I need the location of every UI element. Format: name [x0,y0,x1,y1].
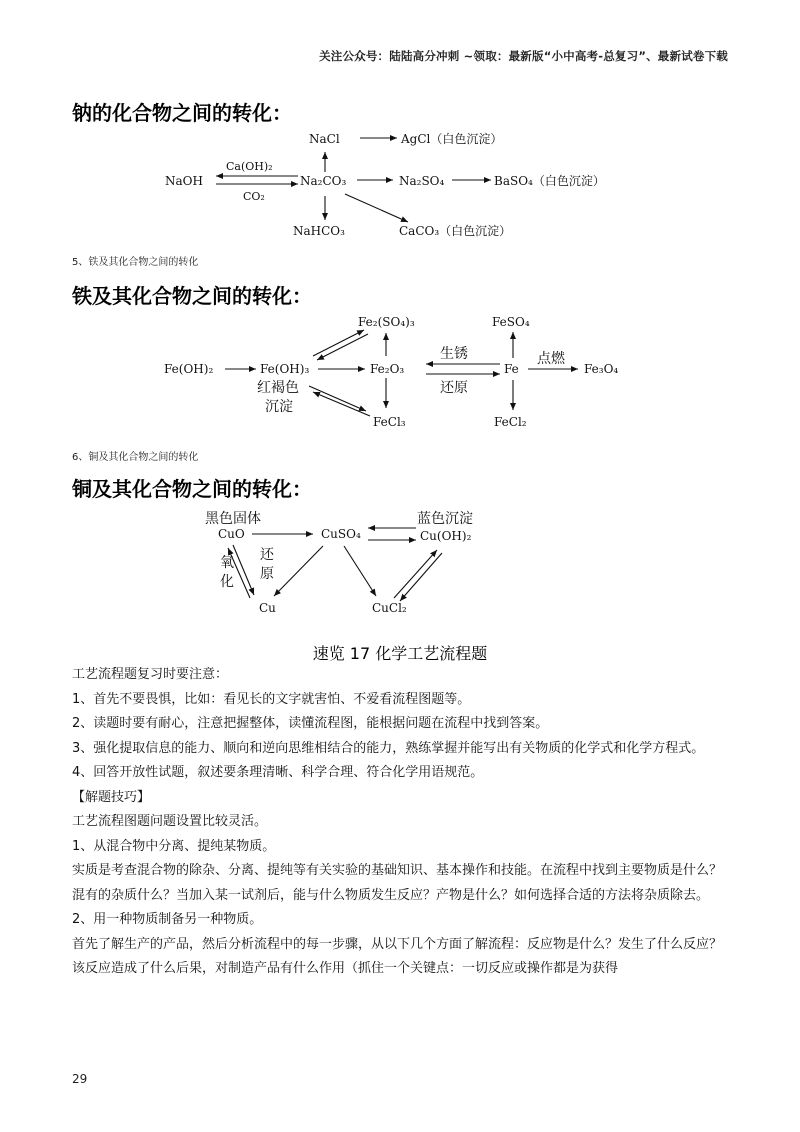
label-red-brown: 红褐色 [257,380,299,396]
paragraph: 1、从混合物中分离、提纯某物质。 [72,838,276,854]
sodium-title: 钠的化合物之间的转化： [72,101,292,125]
node-cu: Cu [259,601,276,615]
label-reduce-1: 还 [260,547,274,563]
label-co2: CO₂ [243,190,265,203]
paragraph: 首先了解生产的产品，然后分析流程中的每一步骤，从以下几个方面了解流程：反应物是什么？发生了什么反应？该反应造成了什么后果，对制造产品有什么作用（抓住一个关键点：一切反应或操作都是为获得 [72,936,723,976]
paragraph: 工艺流程题复习时要注意： [72,667,229,682]
node-feso4: FeSO₄ [492,315,530,329]
node-nahco3: NaHCO₃ [293,224,345,238]
node-feoh3: Fe(OH)₃ [260,362,310,376]
node-nacl: NaCl [309,132,340,146]
node-caco3: CaCO₃（白色沉淀） [399,224,512,238]
node-fecl3: FeCl₃ [373,415,406,429]
node-na2co3: Na₂CO₃ [300,174,347,188]
paragraph: 2、读题时要有耐心，注意把握整体，读懂流程图，能根据问题在流程中找到答案。 [72,716,549,731]
paragraph: 1、首先不要畏惧，比如：看见长的文字就害怕、不爱看流程图题等。 [72,691,471,707]
paragraph: 4、回答开放性试题，叙述要条理清晰、科学合理、符合化学用语规范。 [72,765,484,780]
label-oxidize-2: 化 [220,574,234,590]
paragraph: 【解题技巧】 [72,789,151,805]
label-blue-precipitate: 蓝色沉淀 [417,511,473,527]
label-black-solid: 黑色固体 [205,511,261,527]
label-caoh2: Ca(OH)₂ [226,160,273,173]
node-cuo: CuO [218,527,245,541]
body-text [72,663,732,982]
node-fe3o4: Fe₃O₄ [584,362,619,376]
node-cucl2: CuCl₂ [372,601,407,615]
node-agcl: AgCl（白色沉淀） [401,132,503,146]
node-fe: Fe [504,362,519,376]
paragraph: 2、用一种物质制备另一种物质。 [72,912,263,927]
page-number: 29 [72,1072,88,1086]
node-naoh: NaOH [165,174,203,188]
paragraph: 3、强化提取信息的能力、顺向和逆向思维相结合的能力，熟练掌握并能写出有关物质的化学式和化学方程式。 [72,740,705,756]
page-header: 关注公众号：陆陆高分冲刺 ~领取：最新版“小中高考-总复习”、最新试卷下载 [319,49,728,63]
iron-caption: 5、铁及其化合物之间的转化 [72,257,199,268]
section-title: 速览 17 化学工艺流程题 [312,644,488,663]
label-rust: 生锈 [440,346,468,362]
node-fe2so43: Fe₂(SO₄)₃ [358,315,415,329]
paragraph: 工艺流程图题问题设置比较灵活。 [72,814,268,829]
node-feoh2: Fe(OH)₂ [164,362,214,376]
node-cuoh2: Cu(OH)₂ [420,529,472,543]
copper-caption: 6、铜及其化合物之间的转化 [72,452,199,463]
paragraph: 实质是考查混合物的除杂、分离、提纯等有关实验的基础知识、基本操作和技能。在流程中找到主要物质是什么？混有的杂质什么？当加入某一试剂后，能与什么物质发生反应？产物是什么？如何选择合适的方法将杂质除去。 [72,863,723,903]
label-oxidize-1: 氧 [220,555,234,571]
label-reduce: 还原 [440,380,468,396]
iron-title: 铁及其化合物之间的转化： [72,284,312,308]
label-precipitate: 沉淀 [265,399,293,415]
node-na2so4: Na₂SO₄ [399,174,445,188]
node-cuso4: CuSO₄ [321,527,361,541]
label-reduce-2: 原 [260,566,274,582]
label-ignite: 点燃 [537,351,565,367]
copper-title: 铜及其化合物之间的转化： [72,477,312,501]
node-baso4: BaSO₄（白色沉淀） [494,174,605,188]
node-fe2o3: Fe₂O₃ [370,362,405,376]
sodium-diagram [216,138,491,222]
node-fecl2: FeCl₂ [494,415,527,429]
